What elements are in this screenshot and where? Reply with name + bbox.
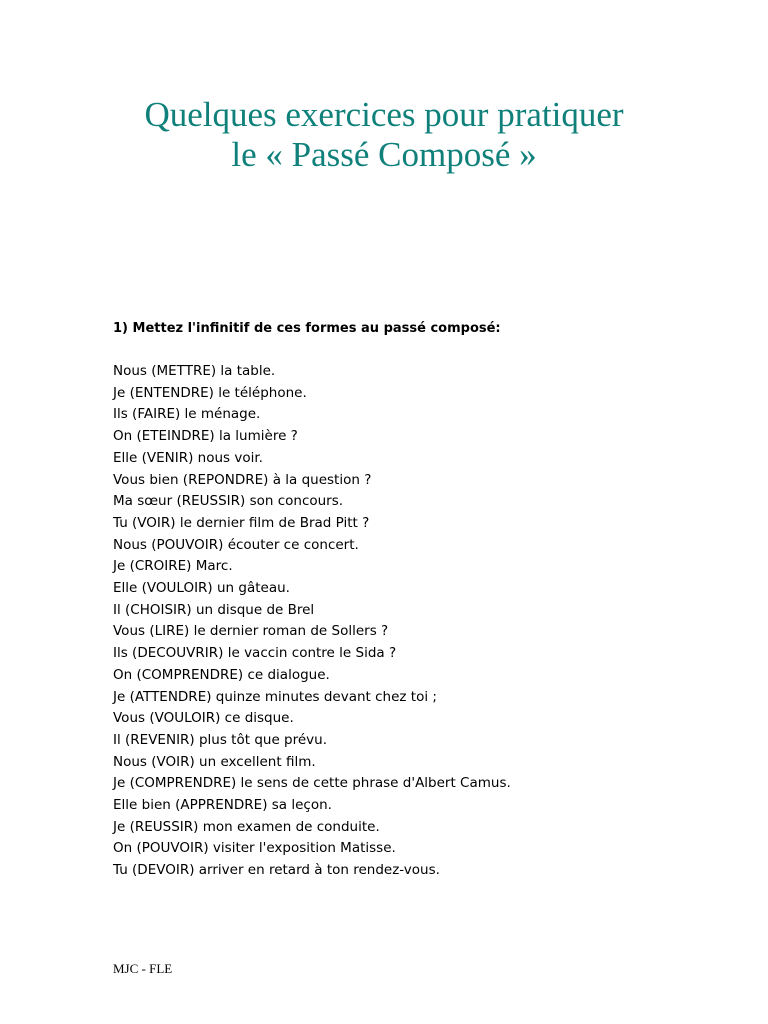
sentence-item: Je (COMPRENDRE) le sens de cette phrase d'Albert Camus. [113,775,511,792]
sentence-item: Je (ENTENDRE) le téléphone. [113,384,307,401]
sentence-item: Il (REVENIR) plus tôt que prévu. [113,731,328,748]
sentence-item: Je (CROIRE) Marc. [113,558,233,575]
sentence-list [113,361,511,882]
sentence-item: Vous bien (REPONDRE) à la question ? [113,471,372,488]
sentence-item: On (COMPRENDRE) ce dialogue. [113,666,330,683]
sentence-item: Tu (DEVOIR) arriver en retard à ton rendez-vous. [113,862,440,879]
sentence-item: Nous (VOIR) un excellent film. [113,753,316,770]
sentence-item: Elle bien (APPRENDRE) sa leçon. [113,797,332,814]
sentence-item: Vous (VOULOIR) ce disque. [113,710,294,727]
sentence-item: Nous (POUVOIR) écouter ce concert. [113,536,359,553]
page-footer: MJC - FLE [113,961,173,976]
sentence-item: Tu (VOIR) le dernier film de Brad Pitt ? [113,514,370,531]
page-title [0,95,768,175]
sentence-item: On (ETEINDRE) la lumière ? [113,428,298,445]
sentence-item: Elle (VENIR) nous voir. [113,449,263,466]
sentence-item: Vous (LIRE) le dernier roman de Sollers ? [113,623,389,640]
page-title-line-2: le « Passé Composé » [231,135,537,174]
sentence-item: Je (REUSSIR) mon examen de conduite. [113,818,380,835]
page-title-line-1: Quelques exercices pour pratiquer [144,95,624,134]
sentence-item: Ils (FAIRE) le ménage. [113,406,261,423]
sentence-item: Ils (DECOUVRIR) le vaccin contre le Sida ? [113,645,397,662]
sentence-item: On (POUVOIR) visiter l'exposition Matisse. [113,840,396,857]
sentence-item: Il (CHOISIR) un disque de Brel [113,601,315,618]
sentence-item: Ma sœur (REUSSIR) son concours. [113,493,344,510]
sentence-item: Elle (VOULOIR) un gâteau. [113,580,290,597]
sentence-item: Je (ATTENDRE) quinze minutes devant chez toi ; [113,688,437,705]
exercise-heading: 1) Mettez l'infinitif de ces formes au passé composé: [113,321,501,336]
sentence-item: Nous (METTRE) la table. [113,363,276,379]
